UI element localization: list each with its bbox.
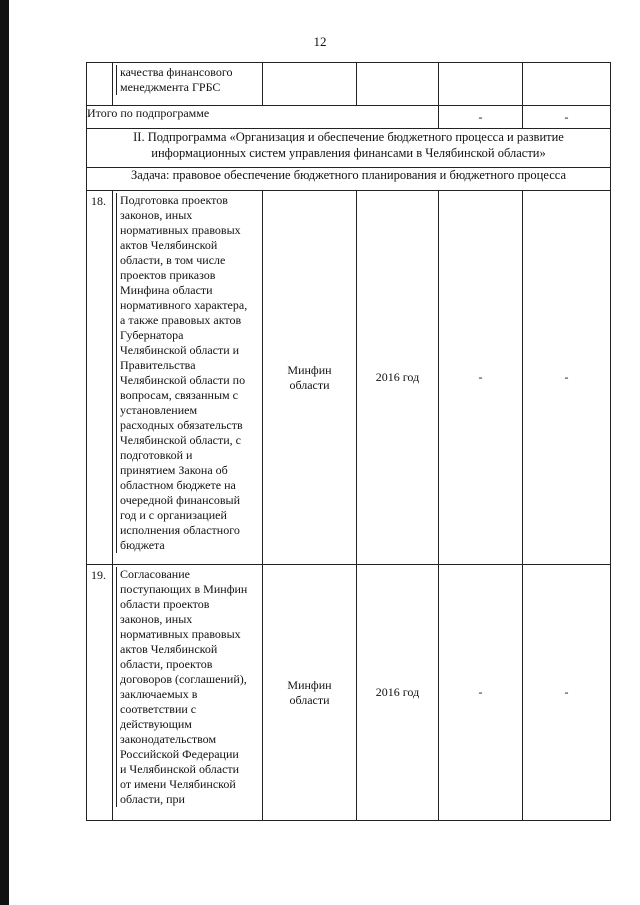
section-row bbox=[87, 129, 611, 168]
row-name: качества финансового менеджмента ГРБС bbox=[116, 65, 262, 95]
row-value1: - bbox=[439, 191, 523, 565]
name-cell bbox=[113, 565, 263, 821]
table-row bbox=[87, 565, 611, 821]
row-number: 19. bbox=[87, 565, 113, 821]
row-name: Подготовка проектов законов, иных нормативных правовых актов Челябинской области, в том числе проектов приказов Минфина области нормативного характера, а также правовых актов Губернатора Челябинской области и Правительства Челябинской области по вопросам, связанным с установлением расходных обязательств Челябинской области, с подготовкой и принятием Закона об областном бюджете на очередной финансовый год и с организацией исполнения областного бюджета bbox=[116, 193, 262, 553]
row-executor: Минфин области bbox=[287, 362, 332, 392]
value1-cell bbox=[439, 63, 523, 106]
page-number: 12 bbox=[313, 34, 327, 49]
row-value2: - bbox=[523, 565, 611, 821]
row-executor: Минфин области bbox=[287, 677, 332, 707]
table-row bbox=[87, 191, 611, 565]
total-value2: - bbox=[523, 106, 611, 129]
task-title: Задача: правовое обеспечение бюджетного планирования и бюджетного процесса bbox=[87, 168, 611, 191]
name-cell bbox=[113, 63, 263, 106]
executor-cell bbox=[263, 191, 357, 565]
num-cell bbox=[87, 63, 113, 106]
executor-cell bbox=[263, 565, 357, 821]
row-name: Согласование поступающих в Минфин области проектов законов, иных нормативных правовых актов Челябинской области, проектов договоров (соглашений), заключаемых в соответствии с действующим законодательством Российской Федерации и Челябинской области от имени Челябинской области, при bbox=[116, 567, 262, 807]
row-term: 2016 год bbox=[357, 191, 439, 565]
total-value1: - bbox=[439, 106, 523, 129]
task-row bbox=[87, 168, 611, 191]
value2-cell bbox=[523, 63, 611, 106]
table-row-continued bbox=[87, 63, 611, 106]
row-term: 2016 год bbox=[357, 565, 439, 821]
total-row bbox=[87, 106, 611, 129]
plan-table bbox=[86, 62, 611, 821]
scan-edge bbox=[0, 0, 9, 905]
section-title: II. Подпрограмма «Организация и обеспечение бюджетного процесса и развитие информационных систем управления финансами в Челябинской области» bbox=[87, 129, 611, 168]
total-label: Итого по подпрограмме bbox=[87, 106, 439, 129]
term-cell bbox=[357, 63, 439, 106]
row-value1: - bbox=[439, 565, 523, 821]
row-value2: - bbox=[523, 191, 611, 565]
name-cell bbox=[113, 191, 263, 565]
executor-cell bbox=[263, 63, 357, 106]
row-number: 18. bbox=[87, 191, 113, 565]
